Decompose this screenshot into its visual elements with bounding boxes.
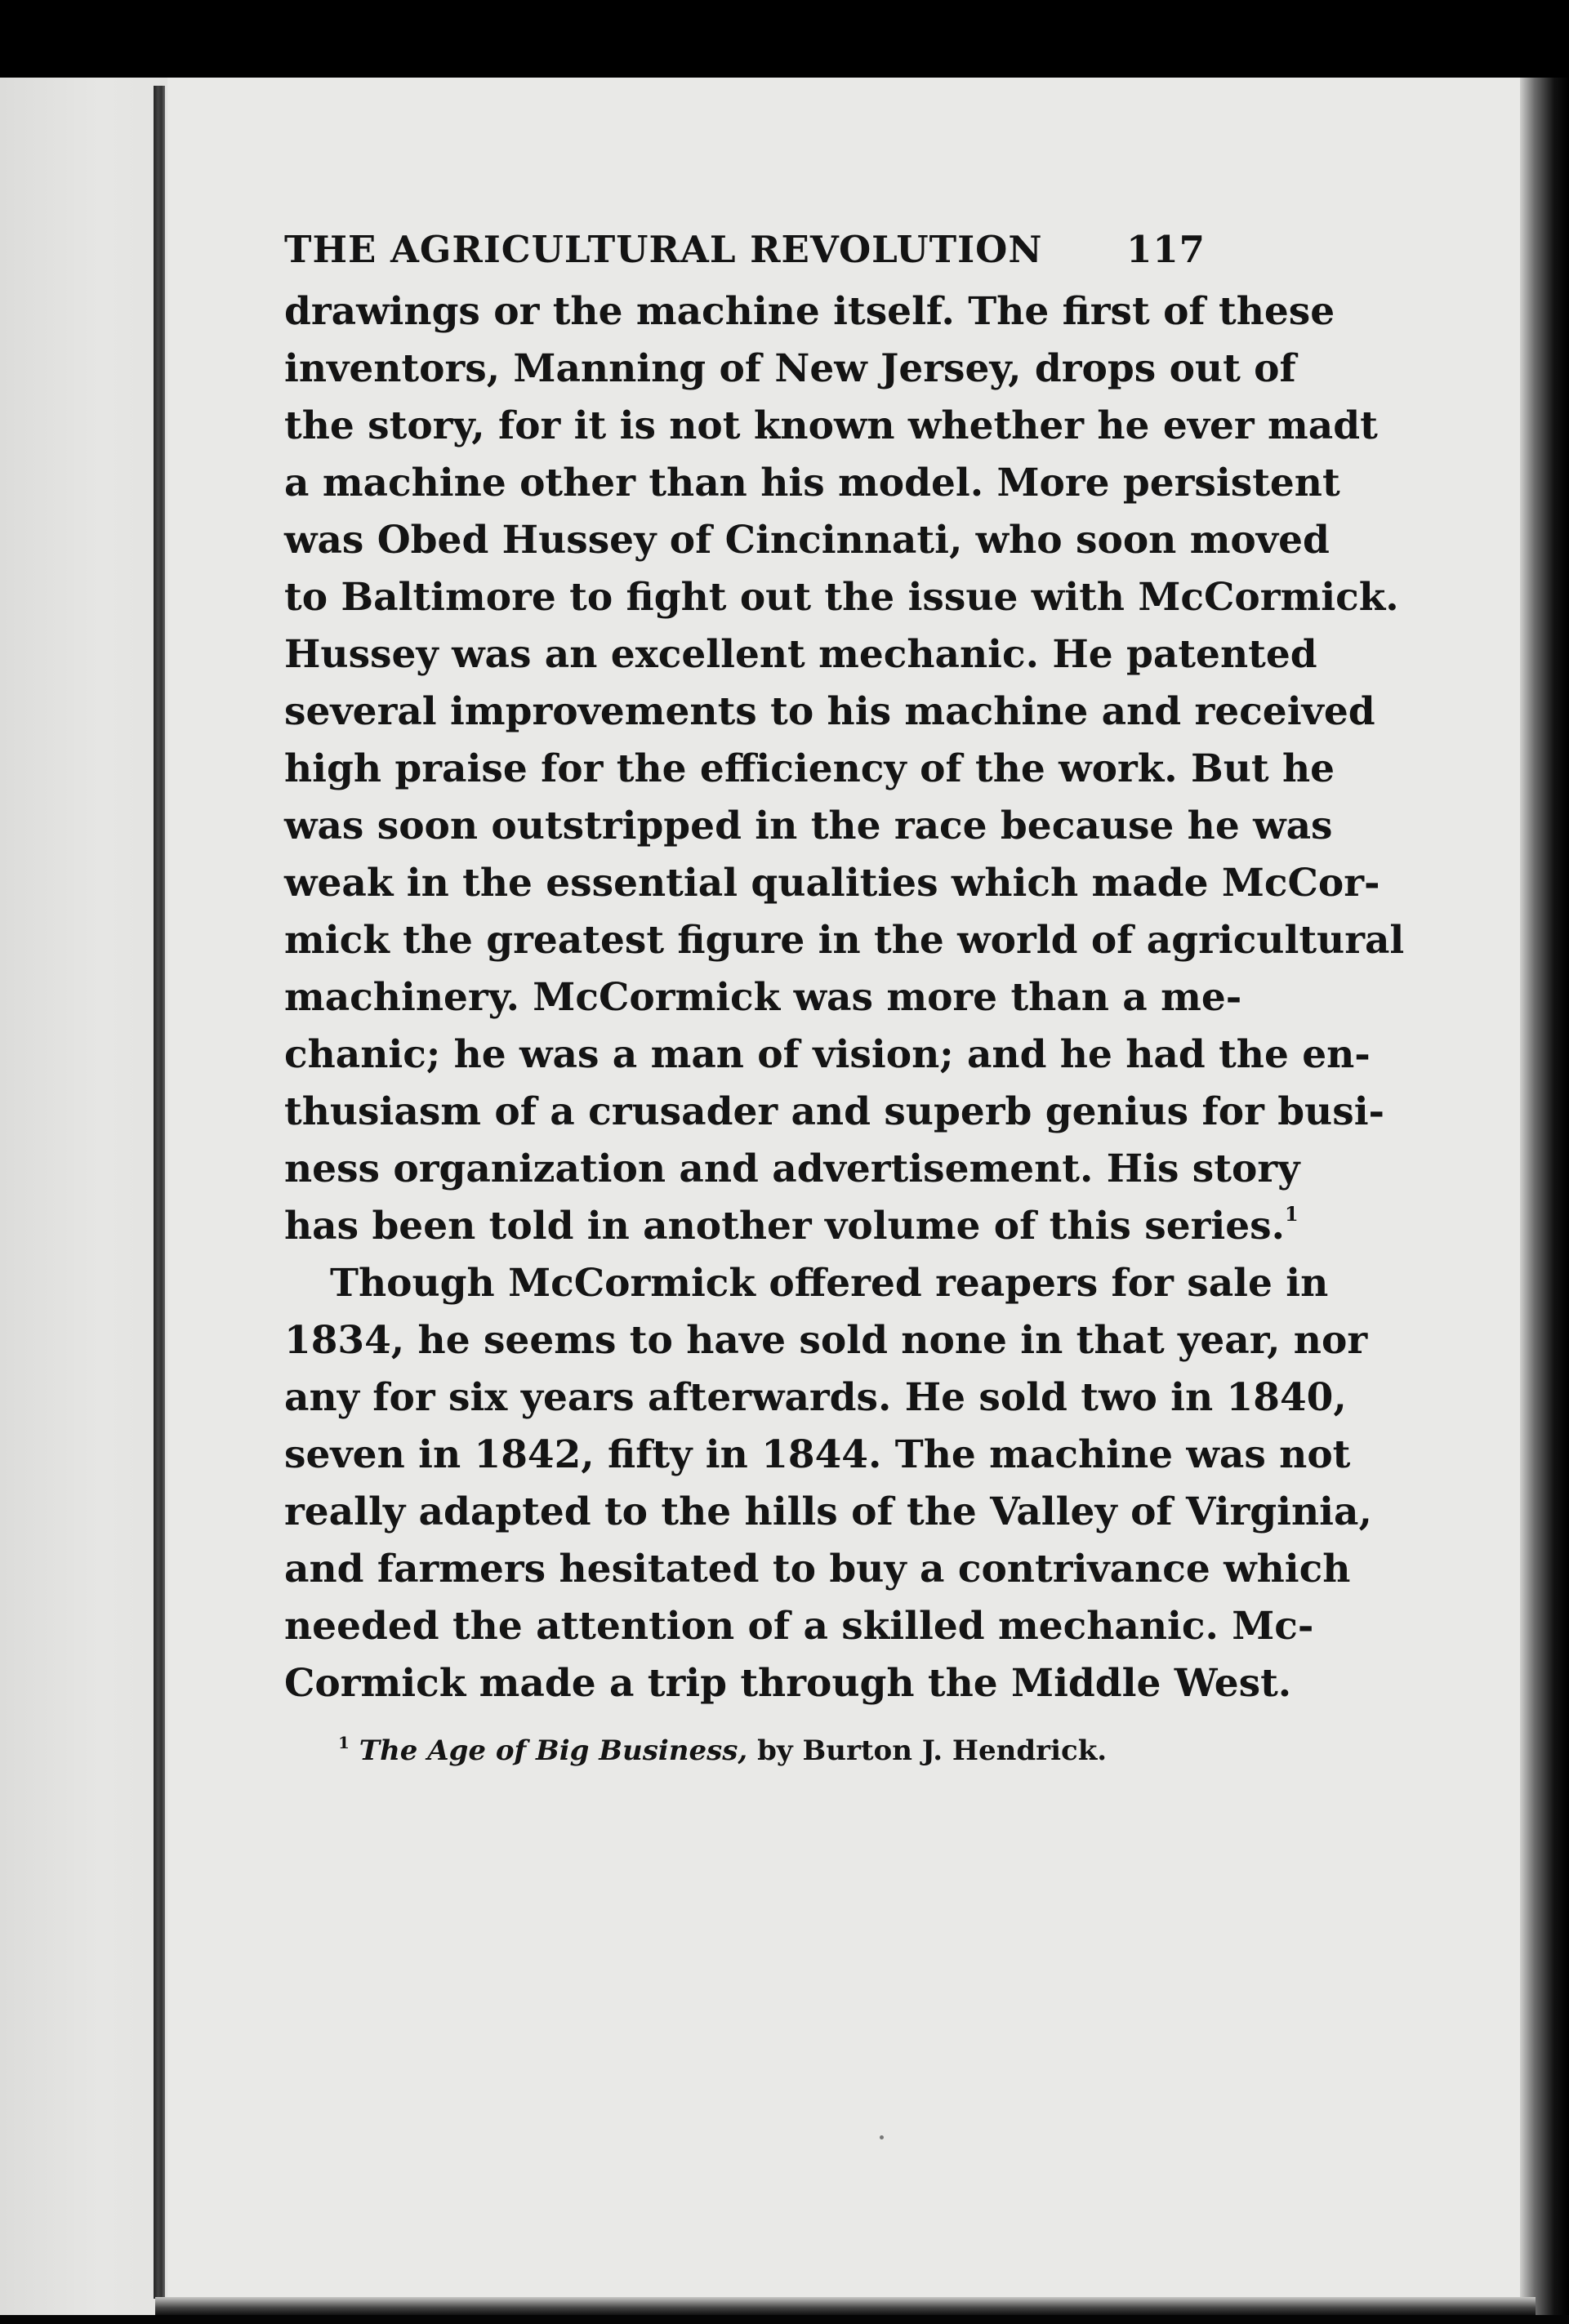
text-line: was Obed Hussey of Cincinnati, who soon moved <box>284 518 1330 563</box>
text-line: really adapted to the hills of the Valley of Virginia, <box>284 1489 1372 1534</box>
text-line: Cormick made a trip through the Middle West. <box>284 1661 1292 1706</box>
paragraph-1 <box>284 283 1405 1255</box>
footnote <box>284 1730 1206 1771</box>
text-line: seven in 1842, fifty in 1844. The machine was not <box>284 1432 1351 1477</box>
footnote-text: by Burton J. Hendrick. <box>747 1734 1108 1767</box>
text-line: and farmers hesitated to buy a contrivance which <box>284 1547 1351 1592</box>
text-line: high praise for the efficiency of the work. But he <box>284 746 1335 791</box>
page-text-block <box>284 216 1405 1771</box>
text-line: inventors, Manning of New Jersey, drops out of <box>284 346 1296 391</box>
page-number: 117 <box>1126 228 1206 271</box>
text-line: Though McCormick offered reapers for sale in <box>330 1261 1329 1306</box>
paragraph-2 <box>284 1255 1372 1712</box>
running-head <box>284 216 1206 283</box>
page-bottom-edge <box>155 2297 1536 2315</box>
text-line: weak in the essential qualities which made McCor- <box>284 861 1380 906</box>
text-line: the story, for it is not known whether he ever madt <box>284 403 1378 448</box>
text-line: to Baltimore to fight out the issue with McCormick. <box>284 575 1399 620</box>
scan-top-border <box>0 0 1569 78</box>
text-line: thusiasm of a crusader and superb genius for busi- <box>284 1089 1385 1134</box>
paper-speck <box>880 2135 884 2139</box>
footnote-marker: 1 <box>338 1733 350 1752</box>
text-line: drawings or the machine itself. The first of these <box>284 289 1335 334</box>
text-line: Hussey was an excellent mechanic. He patented <box>284 632 1317 677</box>
text-line: needed the attention of a skilled mechanic. Mc- <box>284 1604 1314 1649</box>
text-line: machinery. McCormick was more than a me- <box>284 975 1242 1020</box>
running-head-title: THE AGRICULTURAL REVOLUTION <box>284 228 1043 271</box>
text-line: several improvements to his machine and received <box>284 689 1375 734</box>
text-line: 1834, he seems to have sold none in that year, nor <box>284 1318 1368 1363</box>
text-line: a machine other than his model. More persistent <box>284 461 1340 505</box>
binding-edge <box>154 86 165 2299</box>
text-line: was soon outstripped in the race because he was <box>284 804 1333 848</box>
text-line: has been told in another volume of this series. <box>284 1204 1285 1249</box>
book-page <box>0 78 1536 2315</box>
footnote-title: The Age of Big Business, <box>359 1734 748 1767</box>
text-line: chanic; he was a man of vision; and he had the en- <box>284 1032 1371 1077</box>
text-line: ness organization and advertisement. His story <box>284 1146 1300 1191</box>
left-gutter <box>0 78 167 2315</box>
text-line-last <box>284 1198 1299 1255</box>
footnote-reference: 1 <box>1284 1202 1299 1226</box>
page-right-edge <box>1520 78 1569 2315</box>
text-line: any for six years afterwards. He sold two in 1840, <box>284 1375 1347 1420</box>
text-line: mick the greatest figure in the world of agricultural <box>284 918 1405 963</box>
